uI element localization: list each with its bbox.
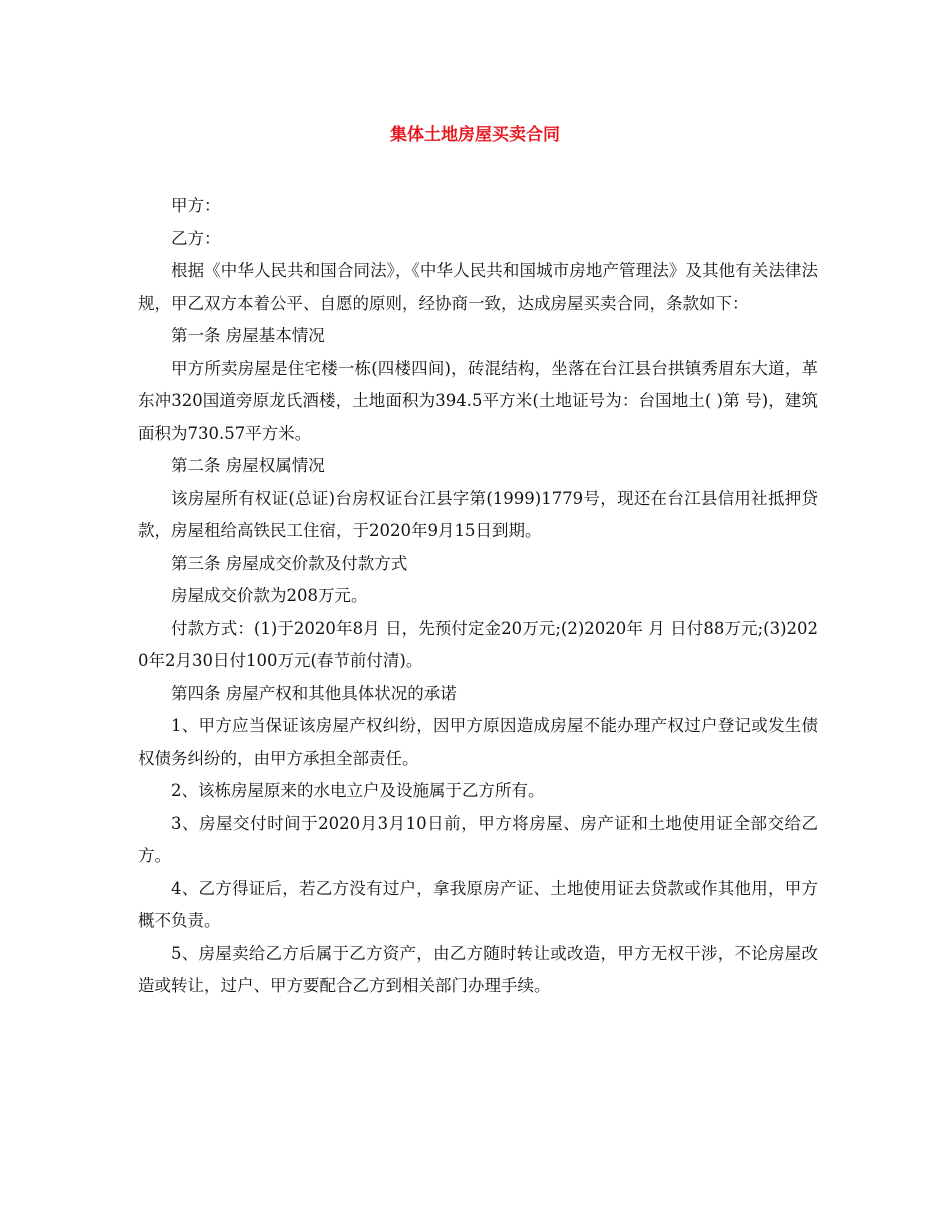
article-4-item-1: 1、甲方应当保证该房屋产权纠纷，因甲方原因造成房屋不能办理产权过户登记或发生债权债务纠纷的，由甲方承担全部责任。 xyxy=(138,716,818,768)
article-2-paragraph: 该房屋所有权证(总证)台房权证台江县字第(1999)1779号，现还在台江县信用社抵押贷款，房屋租给高铁民工住宿，于2020年9月15日到期。 xyxy=(138,488,818,540)
article-4-item-2: 2、该栋房屋原来的水电立户及设施属于乙方所有。 xyxy=(171,781,545,800)
article-1-heading: 第一条 房屋基本情况 xyxy=(171,326,325,345)
article-3-price-paragraph: 房屋成交价款为208万元。 xyxy=(171,586,368,605)
article-3-heading: 第三条 房屋成交价款及付款方式 xyxy=(171,553,408,573)
party-a-line: 甲方： xyxy=(171,196,221,215)
document-title: 集体土地房屋买卖合同 xyxy=(390,125,560,145)
article-2-heading: 第二条 房屋权属情况 xyxy=(171,456,325,475)
preamble-paragraph: 根据《中华人民共和国合同法》，《中华人民共和国城市房地产管理法》及其他有关法律法规，甲乙双方本着公平、自愿的原则，经协商一致，达成房屋买卖合同，条款如下： xyxy=(138,261,818,313)
article-4-heading: 第四条 房屋产权和其他具体状况的承诺 xyxy=(171,683,457,703)
document-body xyxy=(138,190,818,1003)
party-b-line: 乙方： xyxy=(171,228,221,248)
article-4-item-5: 5、房屋卖给乙方后属于乙方资产，由乙方随时转让或改造，甲方无权干涉，不论房屋改造或转让，过户、甲方要配合乙方到相关部门办理手续。 xyxy=(138,943,818,995)
article-3-payment-paragraph: 付款方式：(1)于2020年8月 日，先预付定金20万元;(2)2020年 月 日付88万元;(3)2020年2月30日付100万元(春节前付清)。 xyxy=(138,618,818,670)
article-4-item-3: 3、房屋交付时间于2020月3月10日前，甲方将房屋、房产证和土地使用证全部交给乙方。 xyxy=(138,813,818,865)
article-4-item-4: 4、乙方得证后，若乙方没有过户，拿我原房产证、土地使用证去贷款或作其他用，甲方概不负责。 xyxy=(138,878,818,930)
article-1-paragraph: 甲方所卖房屋是住宅楼一栋(四楼四间)，砖混结构，坐落在台江县台拱镇秀眉东大道，革东冲320国道旁原龙氏酒楼，土地面积为394.5平方米(土地证号为：台国地土( )第 号)，建筑面积为730.57平方米。 xyxy=(138,358,818,443)
